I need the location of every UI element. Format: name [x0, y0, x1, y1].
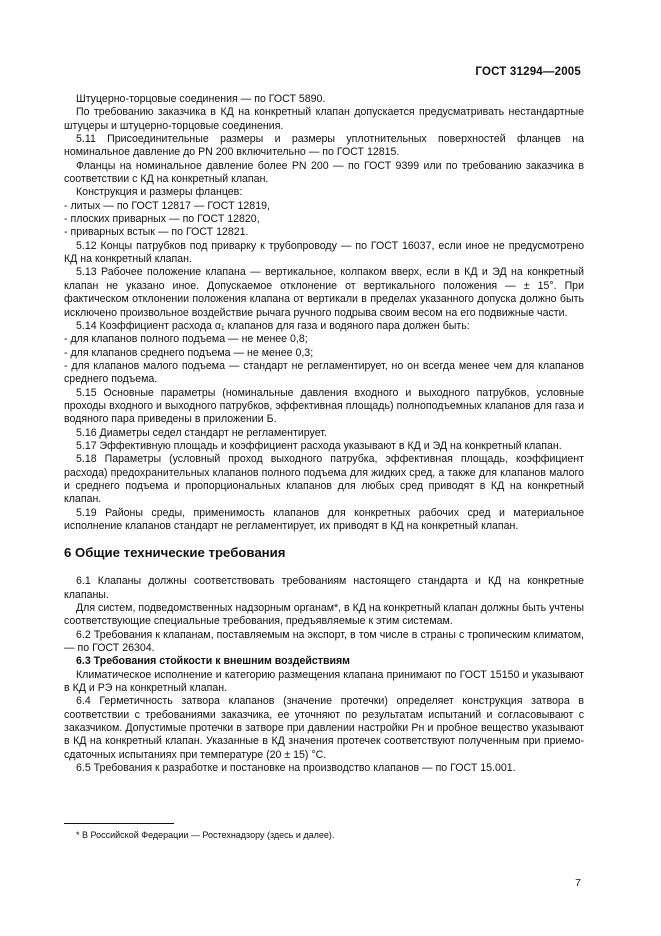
paragraph: Фланцы на номинальное давление более PN 200 — по ГОСТ 9399 или по требованию заказчика в соответствии с КД на конкретный клапан. [64, 159, 584, 186]
list-item: - литых — по ГОСТ 12817 — ГОСТ 12819, [64, 199, 270, 212]
paragraph: 5.16 Диаметры седел стандарт не регламентирует. [76, 426, 327, 439]
list-item: - для клапанов малого подъема — стандарт не регламентирует, но он всегда менее чем для клапанов среднего подъема. [64, 359, 584, 386]
paragraph: 6.2 Требования к клапанам, поставляемым на экспорт, в том числе в страны с тропическим климатом, — по ГОСТ 26304. [64, 628, 584, 655]
list-item: - приварных встык — по ГОСТ 12821. [64, 226, 249, 239]
subsection-heading: 6.3 Требования стойкости к внешним воздействиям [76, 655, 351, 668]
paragraph: 5.14 Коэффициент расхода α₁ клапанов для газа и водяного пара должен быть: [76, 319, 470, 332]
paragraph: 5.12 Концы патрубков под приварку к трубопроводу — по ГОСТ 16037, если иное не предусмотрено КД на конкретный клапан. [64, 239, 584, 266]
paragraph: 5.18 Параметры (условный проход выходного патрубка, эффективная площадь, коэффициент расхода) предохранительных клапанов полного подъема для жидких сред, а также для клапанов малого и среднего подъема и пропорциональных клапанов для любых сред приводят в КД на конкретный клапан. [64, 453, 584, 506]
paragraph: 6.5 Требования к разработке и постановке на производство клапанов — по ГОСТ 15.001. [76, 762, 516, 775]
section-heading: 6 Общие технические требования [64, 545, 286, 561]
document-body [64, 93, 584, 776]
paragraph: 6.1 Клапаны должны соответствовать требованиям настоящего стандарта и КД на конкретные клапаны. [64, 575, 584, 601]
paragraph: 5.15 Основные параметры (номинальные давления входного и выходного патрубков, условные проходы входного и выходного патрубков, эффективная площадь) полноподъемных клапанов для газа и водяного пара приведены в приложении Б. [64, 386, 584, 426]
list-item: - для клапанов среднего подъема — не менее 0,3; [64, 346, 314, 359]
paragraph: Конструкция и размеры фланцев: [76, 186, 243, 199]
paragraph: 6.4 Герметичность затвора клапанов (значение протечки) определяет конструкция затвора в соответствии с требованиями заказчика, ее уточняют по результатам испытаний и согласовывают с заказчиком. Допустимые протечки в затворе при давлении настройки Pн и пробное вещество указывают в КД на конкретный клапан. Указанные в КД значения протечек соответствуют полученным при приемо-сдаточных испытаниях при температуре (20 ± 15) °С. [64, 695, 584, 761]
paragraph: Для систем, подведомственных надзорным органам*, в КД на конкретный клапан должны быть учтены соответствующие специальные требования, предъявляемые к этим системам. [64, 602, 584, 628]
list-item: - плоских приварных — по ГОСТ 12820, [64, 213, 260, 226]
footnote-divider [64, 823, 174, 824]
paragraph: По требованию заказчика в КД на конкретный клапан допускается предусматривать нестандартные штуцеры и штуцерно-торцовые соединения. [64, 106, 584, 132]
paragraph: 5.11 Присоединительные размеры и размеры уплотнительных поверхностей фланцев на номинальное давление до PN 200 включительно — по ГОСТ 12815. [64, 133, 584, 159]
paragraph: 5.17 Эффективную площадь и коэффициент расхода указывают в КД и ЭД на конкретный клапан. [76, 439, 562, 452]
paragraph: 5.19 Районы среды, применимость клапанов для конкретных рабочих сред и материальное исполнение клапанов стандарт не регламентирует, их приводят в КД на конкретный клапан. [64, 506, 584, 532]
standard-header: ГОСТ 31294—2005 [475, 66, 581, 78]
paragraph: 5.13 Рабочее положение клапана — вертикальное, колпаком вверх, если в КД и ЭД на конкретный клапан не указано иное. Допускаемое отклонение от вертикального положения — ± 15°. При фактическом отклонении положения клапана от вертикали в пределах указанного допуска должно быть исключено произвольное воздействие рычага ручного подрыва своим весом на его подвижные части. [64, 266, 584, 319]
footnote: * В Российской Федерации — Ростехнадзору (здесь и далее). [76, 830, 335, 840]
paragraph: Штуцерно-торцовые соединения — по ГОСТ 5890. [76, 93, 326, 105]
page-number: 7 [575, 877, 581, 889]
list-item: - для клапанов полного подъема — не менее 0,8; [64, 333, 308, 346]
paragraph: Климатическое исполнение и категорию размещения клапана принимают по ГОСТ 15150 и указывают в КД и РЭ на конкретный клапан. [64, 668, 584, 695]
